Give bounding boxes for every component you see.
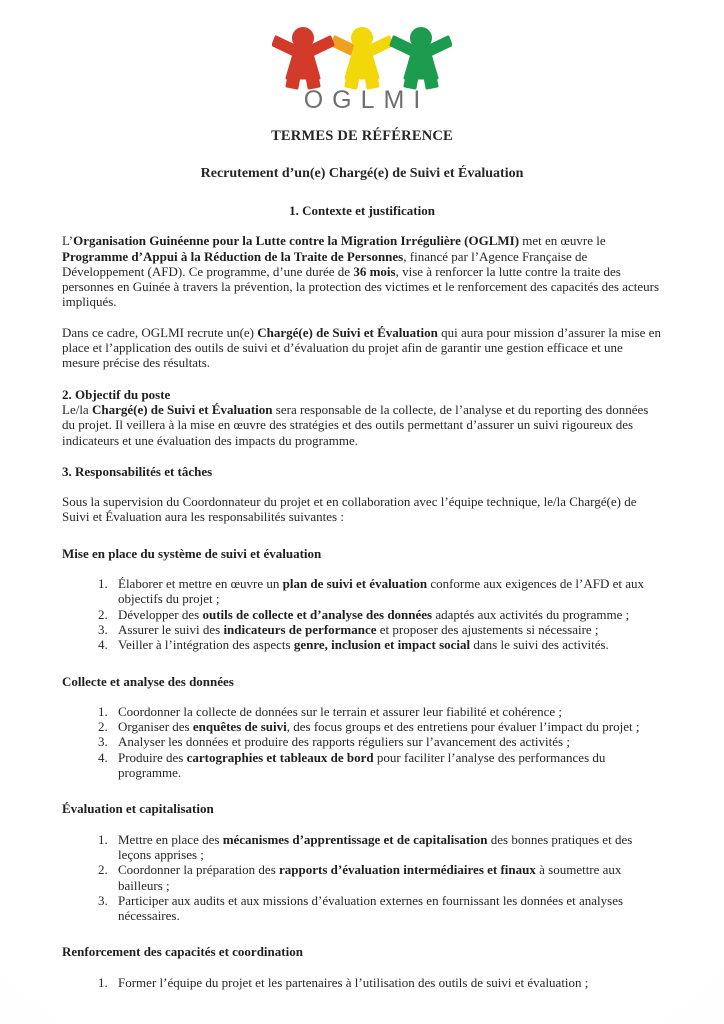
red-figure: [273, 29, 333, 89]
list-item: 1. Mettre en place des mécanismes d’apprentissage et de capitalisation des bonnes pratiques et des leçons apprises ;: [111, 832, 662, 863]
subheading: Renforcement des capacités et coordination: [62, 944, 303, 960]
green-figure: [391, 29, 451, 89]
paragraph: Dans ce cadre, OGLMI recrute un(e) Chargé(e) de Suivi et Évaluation qui aura pour mission d’assurer la mise en place et l’application des outils de suivi et d’évaluation du projet afin de garantir une gestion efficace et une mesure précise des résultats.: [62, 324, 661, 371]
paragraph: L’Organisation Guinéenne pour la Lutte contre la Migration Irrégulière (OGLMI) met en œuvre le Programme d’Appui à la Réduction de la Traite de Personnes, financé par l’Agence Française de Développement (AFD). Ce programme, d’une durée de 36 mois, vise à renforcer la lutte contre la traite des personnes en Guinée à travers la prévention, la protection des victimes et le renforcement des capacités des acteurs impliqués.: [62, 233, 660, 310]
list-item: 3. Assurer le suivi des indicateurs de performance et proposer des ajustements si nécessaire ;: [111, 622, 662, 637]
oglmi-logo: [0, 26, 724, 115]
heading: 2. Objectif du poste: [62, 386, 171, 402]
yellow-figure: [332, 29, 392, 89]
document-blocks: [0, 203, 724, 990]
paragraph: Sous la supervision du Coordonnateur du projet et en collaboration avec l’équipe technique, le/la Chargé(e) de Suivi et Évaluation aura les responsabilités suivantes :: [62, 494, 637, 525]
list-item: 4. Produire des cartographies et tableaux de bord pour faciliter l’analyse des performances du programme.: [111, 750, 662, 781]
logo-paper-dolls-icon: [272, 26, 452, 90]
list-item: 1. Coordonner la collecte de données sur le terrain et assurer leur fiabilité et cohérence ;: [111, 704, 662, 719]
list-item: 3. Participer aux audits et aux missions d’évaluation externes en fournissant les données et analyses nécessaires.: [111, 893, 662, 924]
heading-center: 1. Contexte et justification: [289, 203, 435, 218]
logo-wordmark: OGLMI: [303, 86, 430, 114]
list-item: 4. Veiller à l’intégration des aspects genre, inclusion et impact social dans le suivi des activités.: [111, 637, 662, 652]
list-item: 3. Analyser les données et produire des rapports réguliers sur l’avancement des activités ;: [111, 734, 662, 749]
list: [62, 975, 662, 990]
list-item: 2. Développer des outils de collecte et d’analyse des données adaptés aux activités du programme ;: [111, 607, 662, 622]
list: [62, 832, 662, 924]
subheading: Mise en place du système de suivi et évaluation: [62, 545, 322, 561]
paragraph: Le/la Chargé(e) de Suivi et Évaluation sera responsable de la collecte, de l’analyse et du reporting des données du projet. Il veillera à la mise en œuvre des stratégies et des outils permettant d’assurer un suivi rigoureux des indicateurs et une évaluation des impacts du programme.: [62, 401, 649, 448]
subheading: Collecte et analyse des données: [62, 673, 234, 689]
list-item: 1. Former l’équipe du projet et les partenaires à l’utilisation des outils de suivi et évaluation ;: [111, 975, 662, 990]
list-item: 1. Élaborer et mettre en œuvre un plan de suivi et évaluation conforme aux exigences de l’AFD et aux objectifs du projet ;: [111, 576, 662, 607]
heading: 3. Responsabilités et tâches: [62, 463, 213, 479]
list-item: 2. Coordonner la préparation des rapports d’évaluation intermédiaires et finaux à soumettre aux bailleurs ;: [111, 862, 662, 893]
list-item: 2. Organiser des enquêtes de suivi, des focus groups et des entretiens pour évaluer l’impact du projet ;: [111, 719, 662, 734]
document-title: TERMES DE RÉFÉRENCE: [271, 128, 453, 144]
subheading: Évaluation et capitalisation: [62, 801, 214, 817]
list: [62, 704, 662, 780]
document-subtitle: Recrutement d’un(e) Chargé(e) de Suivi et Évaluation: [200, 166, 524, 181]
list: [62, 576, 662, 652]
